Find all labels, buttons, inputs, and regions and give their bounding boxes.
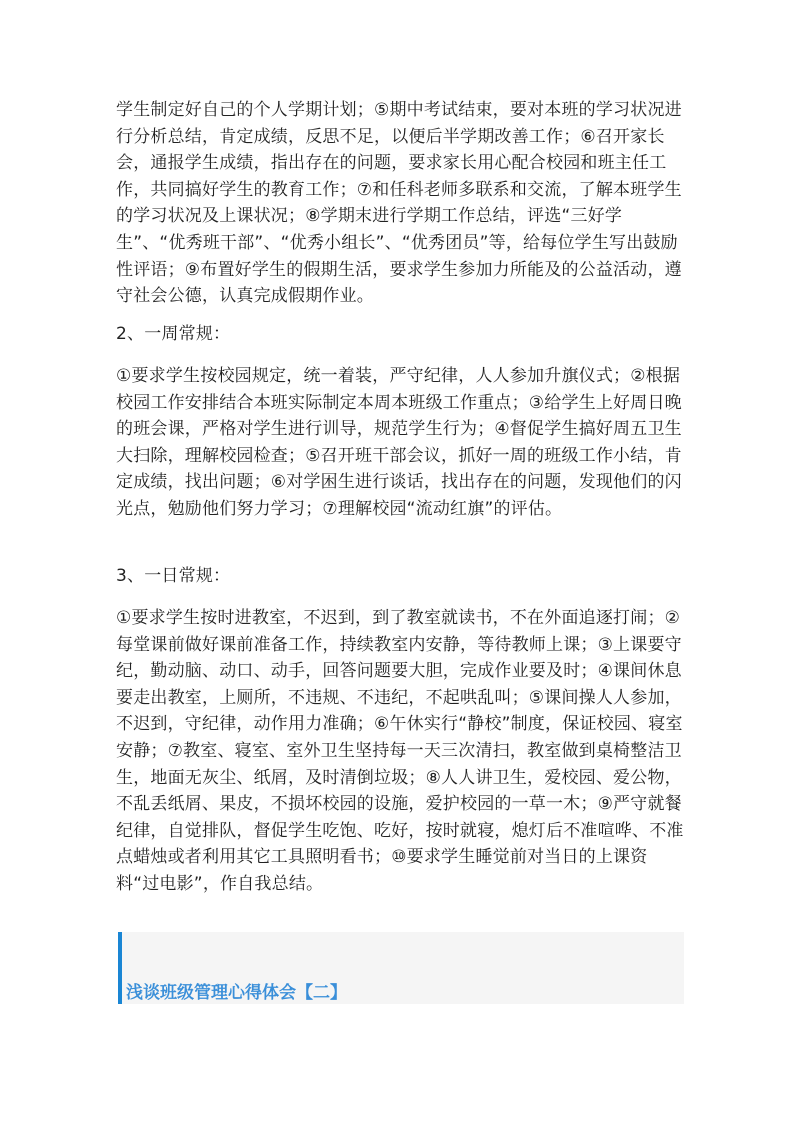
paragraph-semester-plan: 学生制定好自己的个人学期计划；⑤期中考试结束，要对本班的学习状况进行分析总结，肯定成绩，反思不足，以便后半学期改善工作；⑥召开家长会，通报学生成绩，指出存在的问题，要求家长用心配合校园和班主任工作，共同搞好学生的教育工作；⑦和任科老师多联系和交流，了解本班学生的学习状况及上课状况；⑧学期末进行学期工作总结，评选“三好学生”、“优秀班干部”、“优秀小组长”、“优秀团员”等，给每位学生写出鼓励性评语；⑨布置好学生的假期生活，要求学生参加力所能及的公益活动，遵守社会公德，认真完成假期作业。 bbox=[116, 100, 682, 307]
section-title: 浅谈班级管理心得体会【二】 bbox=[126, 983, 347, 1003]
heading-weekly-routine: 2、一周常规： bbox=[116, 324, 231, 344]
heading-daily-routine: 3、一日常规： bbox=[116, 566, 231, 586]
section-callout bbox=[118, 932, 684, 1004]
paragraph-weekly-routine: ①要求学生按校园规定，统一着装，严守纪律，人人参加升旗仪式；②根据校园工作安排结合本班实际制定本周本班级工作重点；③给学生上好周日晚的班会课，严格对学生进行训导，规范学生行为；④督促学生搞好周五卫生大扫除，理解校园检查；⑤召开班干部会议，抓好一周的班级工作小结，肯定成绩，找出问题；⑥对学困生进行谈话，找出存在的问题，发现他们的闪光点，勉励他们努力学习；⑦理解校园“流动红旗”的评估。 bbox=[116, 366, 682, 519]
paragraph-daily-routine: ①要求学生按时进教室，不迟到，到了教室就读书，不在外面追逐打闹；②每堂课前做好课前准备工作，持续教室内安静，等待教师上课；③上课要守纪，勤动脑、动口、动手，回答问题要大胆，完成作业要及时；④课间休息要走出教室，上厕所，不违规、不违纪，不起哄乱叫；⑤课间操人人参加，不迟到，守纪律，动作用力准确；⑥午休实行“静校”制度，保证校园、寝室安静；⑦教室、寝室、室外卫生坚持每一天三次清扫，教室做到桌椅整洁卫生，地面无灰尘、纸屑，及时清倒垃圾；⑧人人讲卫生，爱校园、爱公物，不乱丢纸屑、果皮，不损坏校园的设施，爱护校园的一草一木；⑨严守就餐纪律，自觉排队，督促学生吃饱、吃好，按时就寝，熄灯后不准喧哗、不准点蜡烛或者利用其它工具照明看书；⑩要求学生睡觉前对当日的上课资料“过电影”，作自我总结。 bbox=[116, 608, 684, 894]
